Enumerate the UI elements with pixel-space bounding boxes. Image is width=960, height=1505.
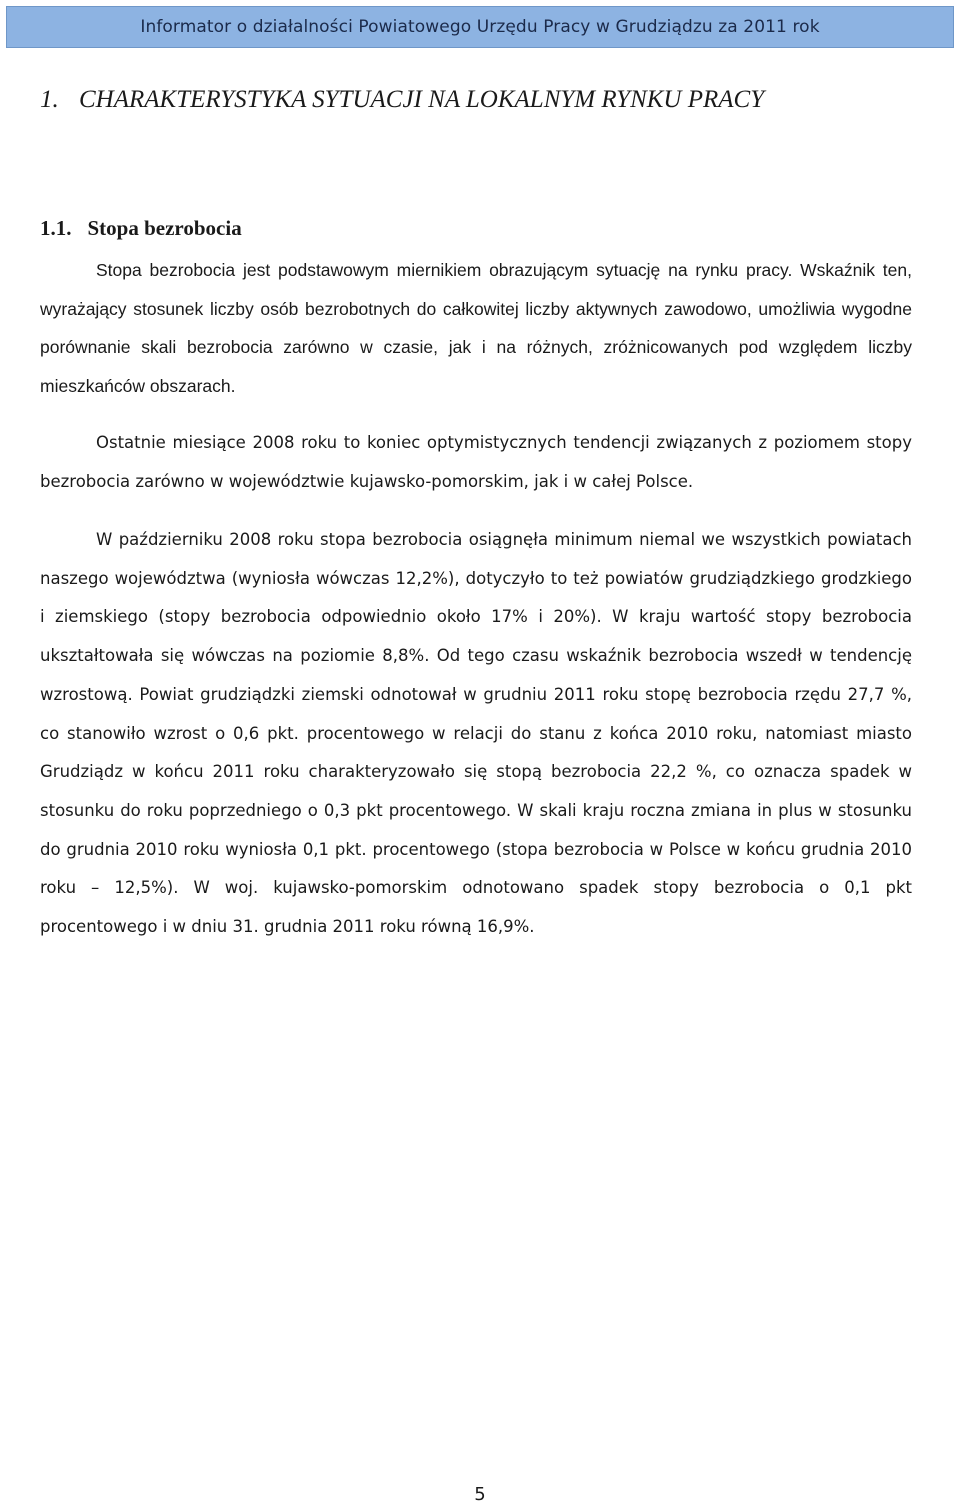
chapter-number: 1.	[40, 86, 59, 113]
section-heading	[40, 216, 242, 241]
section-title: Stopa bezrobocia	[87, 216, 242, 240]
running-header	[6, 6, 954, 48]
chapter-title: CHARAKTERYSTYKA SYTUACJI NA LOKALNYM RYNKU PRACY	[79, 86, 765, 113]
paragraph-definition: Stopa bezrobocia jest podstawowym miernikiem obrazującym sytuację na rynku pracy. Wskaźnik ten, wyrażający stosunek liczby osób bezrobotnych do całkowitej liczby aktywnych zawodowo, umożliwia wygodne porównanie skali bezrobocia zarówno w czasie, jak i na różnych, zróżnicowanych pod względem liczby mieszkańców obszarach.	[40, 260, 912, 397]
chapter-heading	[40, 86, 764, 114]
section-number: 1.1.	[40, 216, 72, 240]
page-number: 5	[474, 1484, 486, 1505]
paragraph-trends: Ostatnie miesiące 2008 roku to koniec optymistycznych tendencji związanych z poziomem stopy bezrobocia zarówno w województwie kujawsko-pomorskim, jak i w całej Polsce.	[40, 433, 912, 491]
running-header-title: Informator o działalności Powiatowego Urzędu Pracy w Grudziądzu za 2011 rok	[140, 17, 820, 37]
paragraph-statistics: W październiku 2008 roku stopa bezrobocia osiągnęła minimum niemal we wszystkich powiatach naszego województwa (wyniosła wówczas 12,2%), dotyczyło to też powiatów grudziądzkiego grodzkiego i ziemskiego (stopy bezrobocia odpowiednio około 17% i 20%). W kraju wartość stopy bezrobocia ukształtowała się wówczas na poziomie 8,8%. Od tego czasu wskaźnik bezrobocia wszedł w tendencję wzrostową. Powiat grudziądzki ziemski odnotował w grudniu 2011 roku stopę bezrobocia rzędu 27,7 %, co stanowiło wzrost o 0,6 pkt. procentowego w relacji do stanu z końca 2010 roku, natomiast miasto Grudziądz w końcu 2011 roku charakteryzowało się stopą bezrobocia 22,2 %, co oznacza spadek w stosunku do roku poprzedniego o 0,3 pkt procentowego. W skali kraju roczna zmiana in plus w stosunku do grudnia 2010 roku wyniosła 0,1 pkt. procentowego (stopa bezrobocia w Polsce w końcu grudnia 2010 roku – 12,5%). W woj. kujawsko-pomorskim odnotowano spadek stopy bezrobocia o 0,1 pkt procentowego i w dniu 31. grudnia 2011 roku równą 16,9%.	[40, 530, 912, 937]
